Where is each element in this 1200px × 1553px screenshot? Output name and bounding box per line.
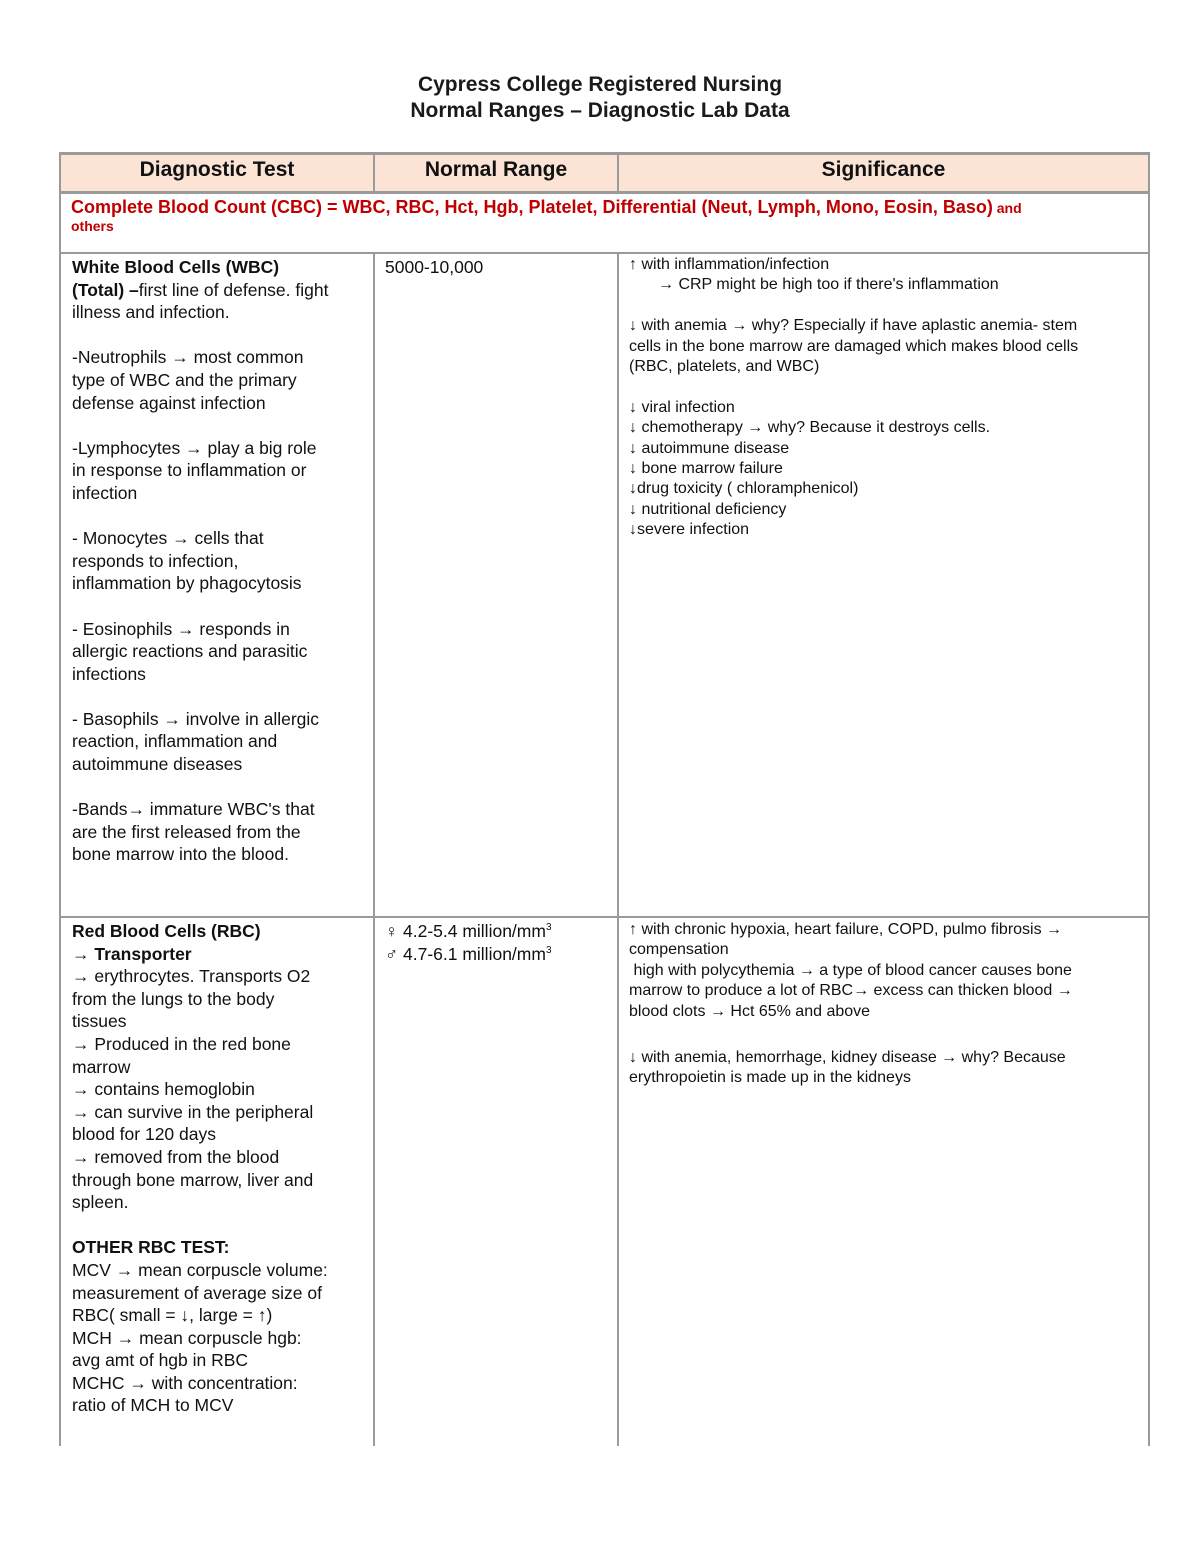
eosinophils-text: - Eosinophils → responds in allergic reactions and parasitic infections: [72, 618, 308, 684]
row-divider: [61, 916, 1148, 918]
other-rbc-test-title: OTHER RBC TEST:: [72, 1237, 230, 1258]
lymphocytes-text: -Lymphocytes → play a big role in response to inflammation or infection: [72, 437, 317, 503]
rbc-range-male: ♂ 4.7-6.1 million/$mm^3$: [385, 943, 552, 964]
rbc-range-female: ♀ 4.2-5.4 million/$mm^3$: [385, 921, 552, 941]
neutrophils-text: -Neutrophils → most common type of WBC and the primary defense against infection: [72, 347, 304, 413]
cbc-section-row: [71, 197, 1141, 236]
column-divider: [373, 254, 375, 1446]
monocytes-text: - Monocytes → cells that responds to infection, inflammation by phagocytosis: [72, 528, 302, 594]
basophils-text: - Basophils → involve in allergic reaction, inflammation and autoimmune diseases: [72, 708, 320, 775]
wbc-definition-cont: illness and infection.: [72, 302, 230, 323]
cbc-heading-tail-2: others: [71, 218, 114, 234]
row-divider: [61, 252, 1148, 254]
header-divider: [373, 152, 375, 194]
bands-text: -Bands→ immature WBC's that are the first released from the bone marrow into the blood.: [72, 799, 315, 865]
header-significance: Significance: [821, 158, 946, 181]
wbc-sig-decrease-list: ↓ viral infection ↓ chemotherapy → why? Because it destroys cells. ↓ autoimmune disease ↓ bone marrow failure ↓drug toxicity ( chloramphenicol) ↓ nutritional deficiency ↓severe infection: [629, 398, 991, 539]
wbc-test-cell: [72, 256, 370, 866]
other-rbc-tests: MCV → mean corpuscle volume: measurement of average size of RBC( small = ↓, large = ↑) MCH → mean corpuscle hgb: avg amt of hgb in RBC MCHC → with concentration: ratio of MCH to MCV: [72, 1259, 328, 1416]
wbc-sig-increase: ↑ with inflammation/infection: [629, 256, 830, 273]
title-line-1: Cypress College Registered Nursing: [417, 73, 783, 96]
wbc-sig-anemia: ↓ with anemia → why? Especially if have aplastic anemia- stem cells in the bone marrow are damaged which makes blood cells (RBC, platelets, and WBC): [629, 317, 1079, 376]
title-line-2: Normal Ranges – Diagnostic Lab Data: [410, 99, 790, 122]
column-divider: [617, 254, 619, 1446]
cbc-heading-tail: and: [992, 200, 1022, 216]
header-diagnostic-test: Diagnostic Test: [139, 158, 295, 181]
header-normal-range: Normal Range: [424, 158, 568, 181]
cbc-heading: Complete Blood Count (CBC) = WBC, RBC, Hct, Hgb, Platelet, Differential (Neut, Lymph, Mono, Eosin, Baso): [71, 197, 993, 217]
wbc-normal-range: 5000-10,000: [385, 257, 484, 277]
rbc-sig-decrease: ↓ with anemia, hemorrhage, kidney disease → why? Because erythropoietin is made up in the kidneys: [629, 1049, 1066, 1087]
rbc-test-name: Red Blood Cells (RBC): [72, 921, 261, 941]
wbc-definition: (Total) –first line of defense. fight: [72, 279, 329, 300]
wbc-significance-cell: [629, 255, 1141, 541]
header-divider: [617, 152, 619, 194]
rbc-test-cell: [72, 920, 370, 1417]
wbc-test-name: White Blood Cells (WBC): [72, 257, 280, 277]
rbc-significance-cell: [629, 920, 1141, 1089]
wbc-sig-crp: → CRP might be high too if there's inflammation: [658, 276, 999, 294]
rbc-description: → erythrocytes. Transports O2 from the lungs to the body tissues → Produced in the red bone marrow → contains hemoglobin → can survive in the peripheral blood for 120 days → removed from the blood through bone marrow, liver and spleen.: [72, 966, 314, 1213]
table-header-row: [61, 152, 1148, 194]
rbc-transporter: → Transporter: [72, 943, 192, 964]
rbc-normal-range: [385, 920, 613, 965]
lab-data-table: [59, 152, 1150, 1446]
document-title: [0, 72, 1200, 124]
rbc-sig-increase: ↑ with chronic hypoxia, heart failure, COPD, pulmo fibrosis → compensation high with polycythemia → a type of blood cancer causes bone marrow to produce a lot of RBC→ excess can thicken blood → blood clots → Hct 65% and above: [629, 921, 1073, 1020]
